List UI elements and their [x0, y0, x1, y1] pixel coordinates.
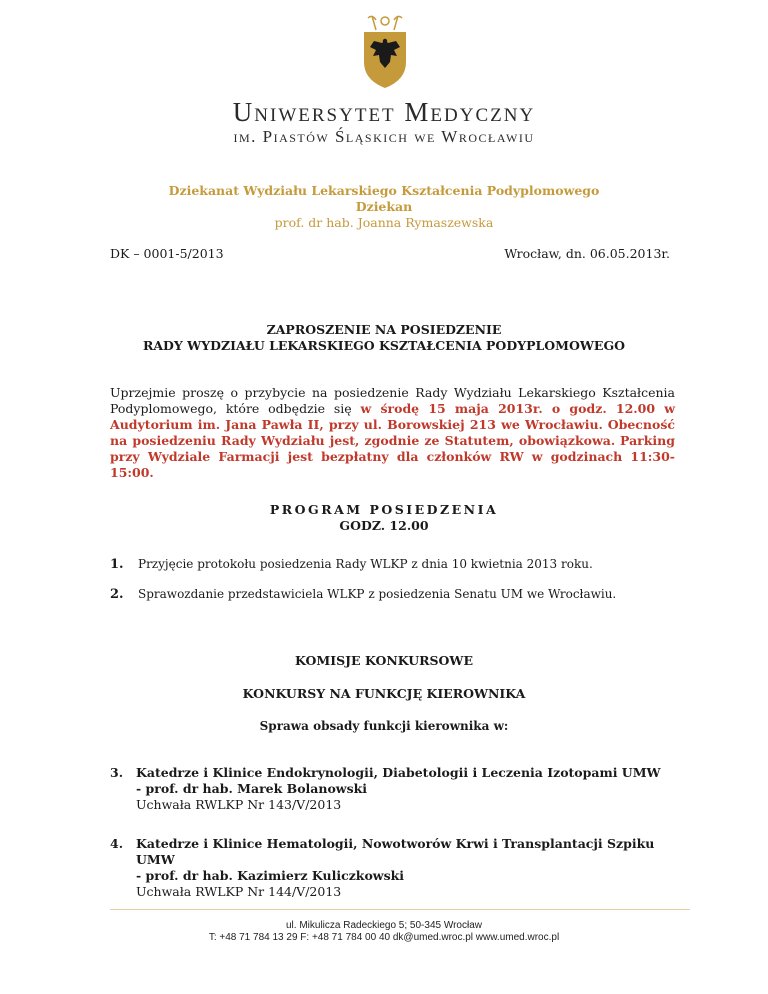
entry-unit: Katedrze i Klinice Endokrynologii, Diabetologii i Leczenia Izotopami UMW [136, 765, 661, 780]
place-date: Wrocław, dn. 06.05.2013r. [504, 246, 670, 261]
committee-entry [110, 836, 690, 900]
university-crest-eagle-icon [360, 12, 410, 90]
dean-office: Dziekanat Wydziału Lekarskiego Kształcenia Podyplomowego [168, 183, 600, 198]
item-text: Sprawozdanie przedstawiciela WLKP z posiedzenia Senatu UM we Wrocławiu. [138, 587, 617, 601]
committee-entry [110, 765, 690, 813]
competitions-heading: KONKURSY NA FUNKCJĘ KIEROWNIKA [242, 686, 526, 701]
item-text: Przyjęcie protokołu posiedzenia Rady WLKP z dnia 10 kwietnia 2013 roku. [138, 557, 593, 571]
program-time: GODZ. 12.00 [339, 518, 429, 533]
program-item [110, 587, 680, 602]
entry-unit: Katedrze i Klinice Hematologii, Nowotworów Krwi i Transplantacji Szpiku UMW [136, 836, 655, 867]
invitation-paragraph [110, 385, 675, 481]
attendance-note: Obecność na posiedzeniu Rady Wydziału jest, zgodnie ze Statutem, obowiązkowa. [110, 417, 675, 448]
dean-role: Dziekan [355, 199, 413, 214]
reference-number: DK – 0001-5/2013 [110, 246, 224, 261]
university-name: Uniwersytet Medyczny [232, 97, 536, 127]
entry-number: 3. [110, 765, 124, 780]
item-number: 1. [110, 557, 124, 572]
dean-block [0, 183, 768, 231]
footer-divider [110, 909, 690, 910]
program-heading: PROGRAM POSIEDZENIA [269, 502, 499, 517]
title-line-2: RADY WYDZIAŁU LEKARSKIEGO KSZTAŁCENIA PODYPLOMOWEGO [142, 338, 626, 353]
university-subtitle: im. Piastów Śląskich we Wrocławiu [233, 127, 535, 146]
reference-line [110, 246, 670, 261]
entry-number: 4. [110, 836, 124, 851]
item-number: 2. [110, 587, 124, 602]
entry-person: - prof. dr hab. Marek Bolanowski [136, 781, 368, 796]
program-heading-block [0, 502, 768, 534]
footer-address: ul. Mikulicza Radeckiego 5; 50-345 Wrocław [285, 920, 482, 931]
entry-resolution: Uchwała RWLKP Nr 144/V/2013 [136, 884, 342, 899]
entry-person: - prof. dr hab. Kazimierz Kuliczkowski [136, 868, 405, 883]
meeting-time-place: w środę 15 maja 2013r. o godz. 12.00 w Audytorium im. Jana Pawła II, przy ul. Borowskiej 213 we Wrocławiu. [110, 401, 675, 432]
committees-heading: KOMISJE KONKURSOWE [295, 653, 473, 668]
footer-contact: T: +48 71 784 13 29 F: +48 71 784 00 40 dk@umed.wroc.pl www.umed.wroc.pl [208, 932, 560, 943]
title-line-1: ZAPROSZENIE NA POSIEDZENIE [266, 322, 502, 337]
program-item [110, 557, 680, 572]
footer [0, 920, 768, 944]
parking-note: Parking przy Wydziale Farmacji jest bezpłatny dla członków RW w godzinach 11:30-15:00. [110, 433, 676, 480]
invitation-intro: Uprzejmie proszę o przybycie na posiedzenie Rady Wydziału Lekarskiego Kształcenia Podyplomowego, które odbędzie się [110, 385, 675, 416]
entry-resolution: Uchwała RWLKP Nr 143/V/2013 [136, 797, 342, 812]
case-heading: Sprawa obsady funkcji kierownika w: [259, 719, 509, 733]
document-title [0, 322, 768, 354]
dean-name: prof. dr hab. Joanna Rymaszewska [274, 215, 494, 230]
